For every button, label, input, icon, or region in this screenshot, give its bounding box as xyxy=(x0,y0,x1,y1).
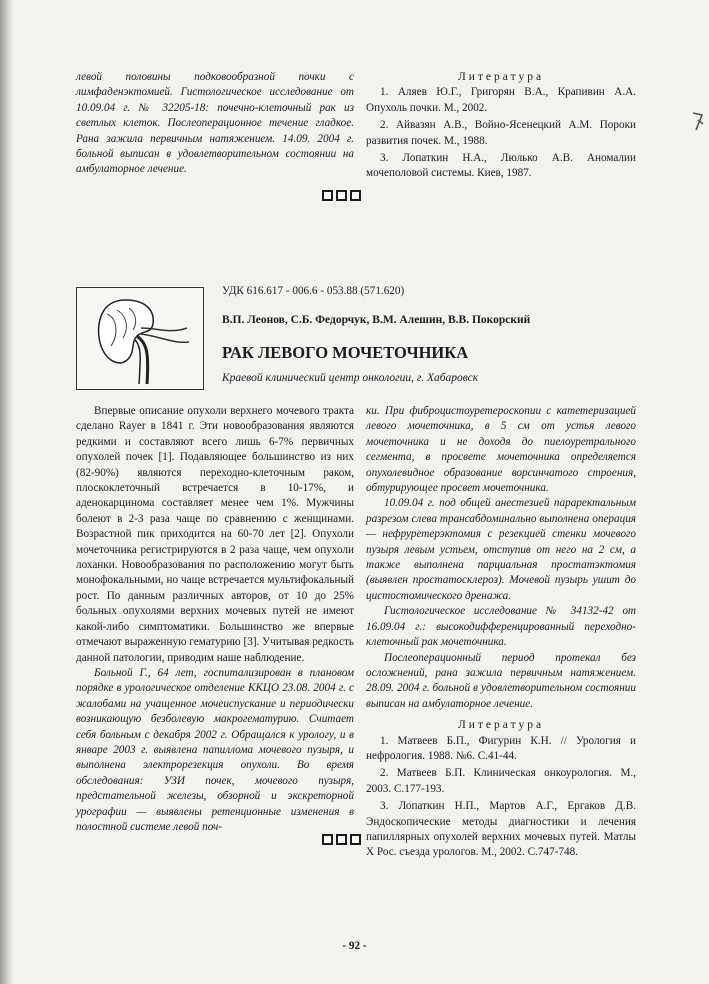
page-edge-shadow xyxy=(0,0,14,984)
reference-item: 3. Лопаткин Н.П., Мартов А.Г., Ергаков Д.В. Эндоскопические методы диагностики и лечения папиллярных опухолей верхних мочевых путей. Матлы X Рос. съезда урологов. М., 2002. С.747-748. xyxy=(366,800,636,859)
intro-paragraph: Впервые описание опухоли верхнего мочевого тракта сделано Rayer в 1841 г. Эти новообразования являются редкими и составляют всего лишь 6-7% первичных опухолей почек [1]. Подавляющее большинство из них (82-90%) являются переходно-клеточным раком, плоскоклеточный встречается в 10-17%, и аденокарцинома составляет менее чем 1%. Мужчины болеют в 2-3 раза чаще по сравнению с женщинами. Возрастной пик приходится на 60-70 лет [2]. Опухоли мочеточника регистрируются в 2 раза чаще, чем опухоли лоханки. Новообразования по расположению могут быть монофокальными, но чаще встречается мультифокальный рост. По данным различных авторов, от 10 до 25% больных опухолями верхних мочевых путей не имеют какой-либо симптоматики. Большинство же впервые отмечают выраженную гематурию [3]. Учитывая редкость данной патологии, приводим наше наблюдение. xyxy=(76,405,354,664)
article-authors: В.П. Леонов, С.Б. Федорчук, В.М. Алешин, В.В. Покорский xyxy=(222,314,531,326)
postop-paragraph: Послеоперационный период протекал без осложнений, рана зажила первичным натяжением. 28.09. 2004 г. больной в удовлетворительном состоянии выписан на амбулаторное лечение. xyxy=(366,651,636,710)
top-reference-item: 2. Айвазян А.В., Войно-Ясенецкий А.М. Пороки развития почек. М., 1988. xyxy=(366,119,636,147)
reference-item: 2. Матвеев Б.П. Клиническая онкоурология. М., 2003. С.177-193. xyxy=(366,767,636,795)
top-reference-item: 3. Лопаткин Н.А., Люлько А.В. Аномалии мочеполовой системы. Киев, 1987. xyxy=(366,152,636,180)
top-reference-item: 1. Аляев Ю.Г., Григорян В.А., Крапивин А.А. Опухоль почки. М., 2002. xyxy=(366,86,636,114)
case-continuation-paragraph: ки. При фиброцистоуретероскопии с катетеризацией левого мочеточника, в 5 см от устья левого мочеточника и не доходя до пиелоуретрального сегмента, в просвете мочеточника определяется опухолевидное образование ворсинчатого строения, обтурирующее просвет мочеточника. xyxy=(366,405,636,495)
right-column xyxy=(366,404,636,863)
left-column xyxy=(76,404,354,835)
page-number: - 92 - xyxy=(342,940,367,952)
top-literature xyxy=(366,70,636,184)
literature-heading: Литература xyxy=(457,719,545,732)
reference-item: 1. Матвеев Б.П., Фигурин К.Н. // Урология и нефрология. 1988. №6. С.41-44. xyxy=(366,734,636,762)
top-left-text xyxy=(76,70,354,178)
article-title: РАК ЛЕВОГО МОЧЕТОЧНИКА xyxy=(222,343,469,362)
top-literature-heading: Литература xyxy=(457,71,545,83)
handwritten-mark-icon xyxy=(690,110,706,134)
case-paragraph: Больной Г., 64 лет, госпитализирован в плановом порядке в урологическое отделение ККЦО 23.08. 2004 г. с жалобами на учащенное мочеиспускание и периодически возникающую безболевую макрогематурию. Считает себя больным с декабря 2002 г. Обращался к урологу, и в январе 2003 г. выявлена папиллома мочевого пузыря, и выполнена электрорезекция опухоли. Во время обследования: УЗИ почек, мочевого пузыря, предстательной железы, обзорной и экскреторной урографии — выявлены ретенционные изменения в полостной системе левой поч- xyxy=(76,666,354,833)
udc-code: УДК 616.617 - 006.6 - 053.88 (571.620) xyxy=(222,285,405,297)
section-separator-icon xyxy=(322,190,361,201)
section-separator-icon xyxy=(322,834,361,845)
kidney-emblem-icon xyxy=(76,287,204,390)
operation-paragraph: 10.09.04 г. под общей анестезией параректальным разрезом слева трансабдоминально выполнена операция — нефруретерэктомия с резекцией стенки мочевого пузыря левым устьем, отступив от него на 2 см, а также выполнена парциальная простатэктомия (выявлен простатосклероз). Мочевой пузырь ушит до цистостомического дренажа. xyxy=(366,497,636,602)
top-left-paragraph: левой половины подковообразной почки с лимфаденэктомией. Гистологическое исследование от 10.09.04 г. № 32205-18: почечно-клеточный рак из светлых клеток. Послеоперационное течение гладкое. Рана зажила первичным натяжением. 14.09. 2004 г. больной выписан в удовлетворительном состоянии на амбулаторное лечение. xyxy=(76,71,354,176)
histology-paragraph: Гистологическое исследование № 34132-42 от 16.09.04 г.: высокодифференцированный переходно-клеточный рак мочеточника. xyxy=(366,605,636,649)
article-affiliation: Краевой клинический центр онкологии, г. Хабаровск xyxy=(222,372,479,384)
